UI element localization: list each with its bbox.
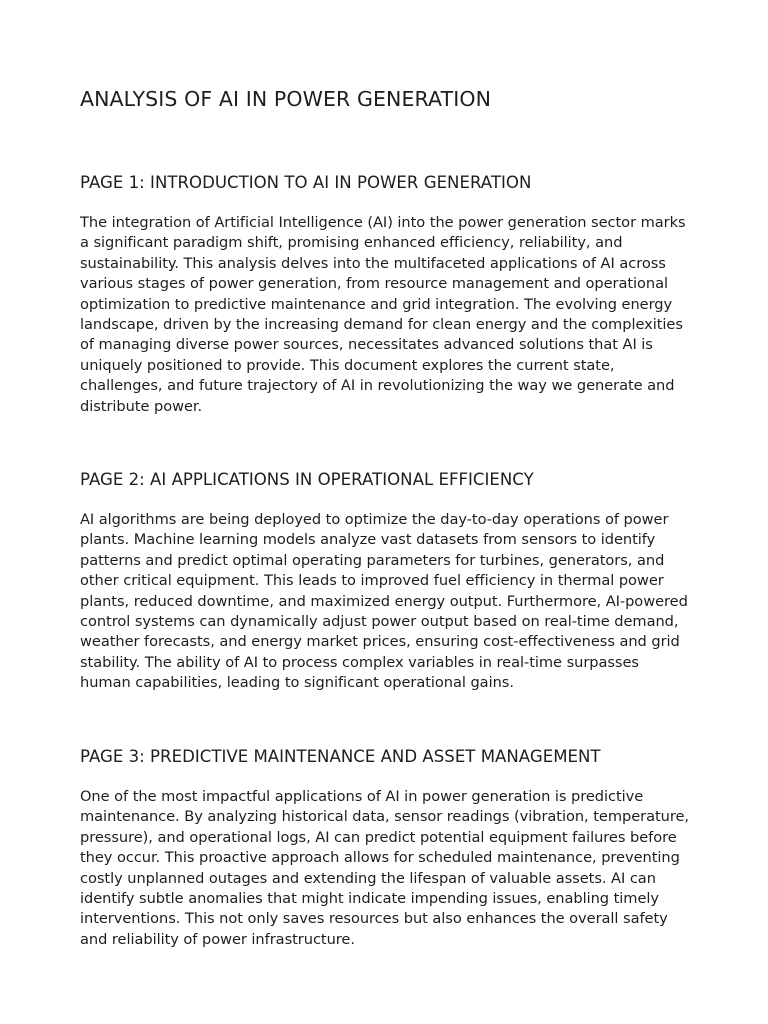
section-heading: PAGE 2: AI APPLICATIONS IN OPERATIONAL EFFICIENCY — [80, 470, 534, 489]
section-heading: PAGE 1: INTRODUCTION TO AI IN POWER GENERATION — [80, 173, 532, 192]
section-heading: PAGE 3: PREDICTIVE MAINTENANCE AND ASSET MANAGEMENT — [80, 747, 601, 766]
section-body: The integration of Artificial Intelligence (AI) into the power generation sector marks a significant paradigm shift, promising enhanced efficiency, reliability, and sustainability. This analysis delves into the multifaceted applications of AI across various stages of power generation, from resource management and operational optimization to predictive maintenance and grid integration. The evolving energy landscape, driven by the increasing demand for clean energy and the complexities of managing diverse power sources, necessitates advanced solutions that AI is uniquely positioned to provide. This document explores the current state, challenges, and future trajectory of AI in revolutionizing the way we generate and distribute power. — [80, 214, 686, 415]
section-body: AI algorithms are being deployed to optimize the day-to-day operations of power plants. Machine learning models analyze vast datasets from sensors to identify patterns and predict optimal operating parameters for turbines, generators, and other critical equipment. This leads to improved fuel efficiency in thermal power plants, reduced downtime, and maximized energy output. Furthermore, AI-powered control systems can dynamically adjust power output based on real-time demand, weather forecasts, and energy market prices, ensuring cost-effectiveness and grid stability. The ability of AI to process complex variables in real-time surpasses human capabilities, leading to significant operational gains. — [80, 511, 688, 692]
document-title: ANALYSIS OF AI IN POWER GENERATION — [80, 87, 492, 111]
section-body: One of the most impactful applications of AI in power generation is predictive maintenance. By analyzing historical data, sensor readings (vibration, temperature, pressure), and operational logs, AI can predict potential equipment failures before they occur. This proactive approach allows for scheduled maintenance, preventing costly unplanned outages and extending the lifespan of valuable assets. AI can identify subtle anomalies that might indicate impending issues, enabling timely interventions. This not only saves resources but also enhances the overall safety and reliability of power infrastructure. — [80, 788, 690, 948]
